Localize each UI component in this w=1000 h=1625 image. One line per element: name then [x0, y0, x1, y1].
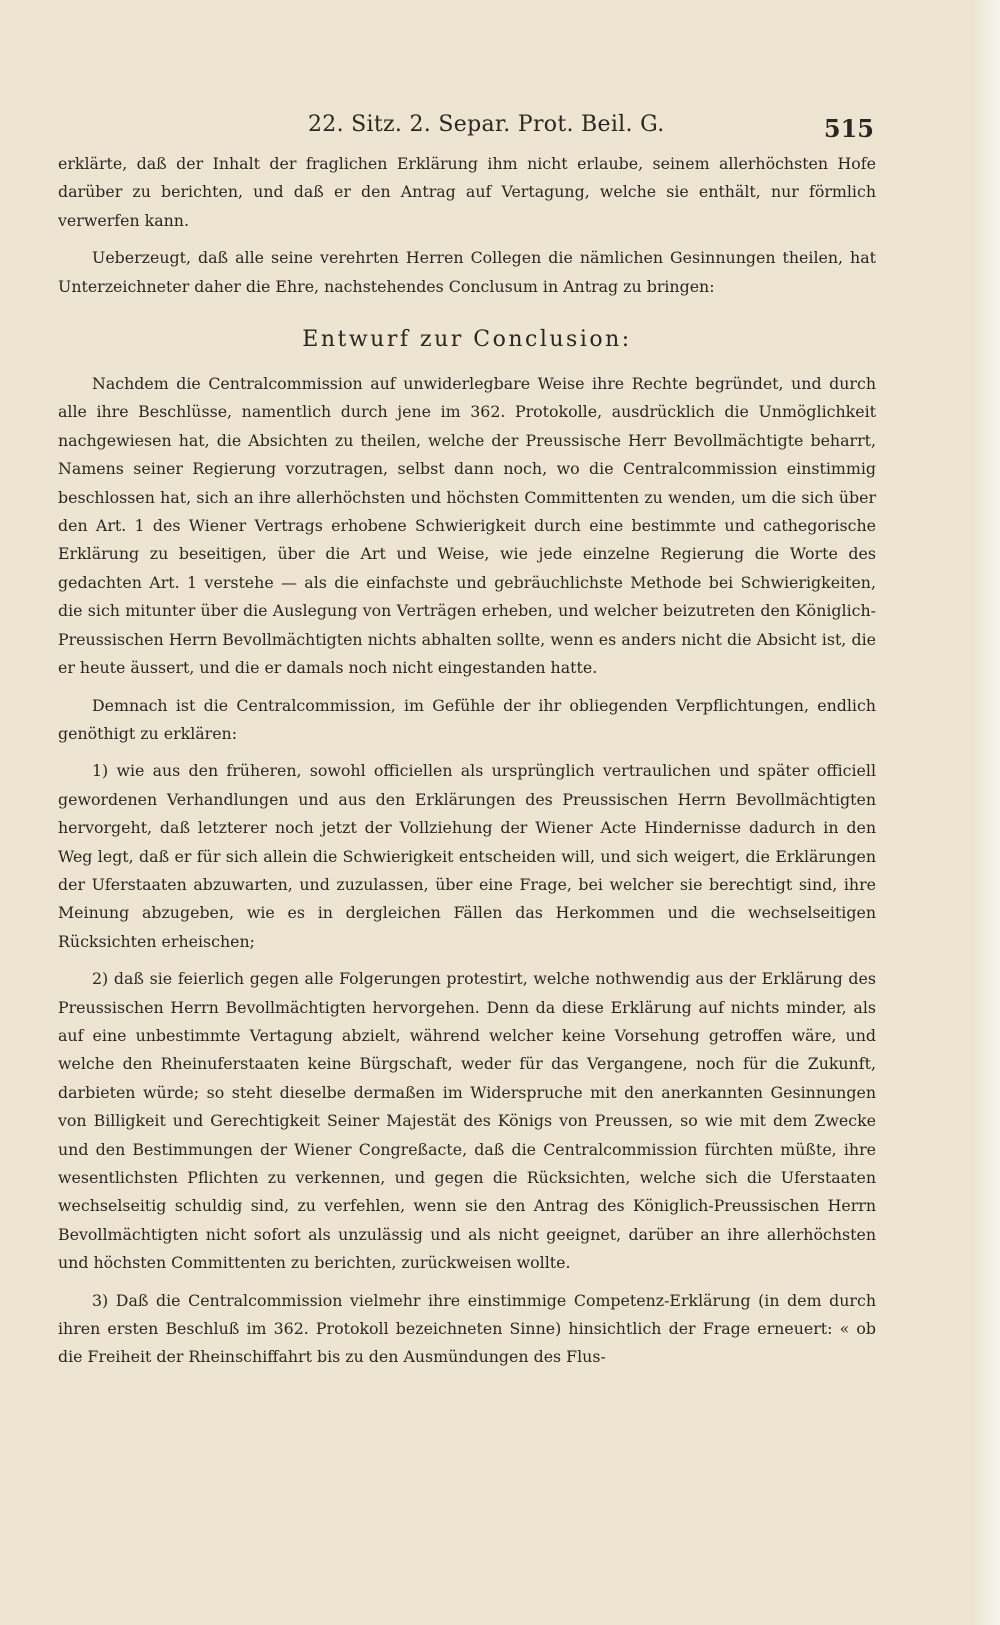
- scan-edge: [972, 0, 1000, 1625]
- paragraph-point-1: 1) wie aus den früheren, sowohl officiellen als ursprünglich vertraulichen und später officiell gewordenen Verhandlungen und aus den Erklärungen des Preussischen Herrn Bevollmächtigten hervorgeht, daß letzterer noch jetzt der Vollziehung der Wiener Acte Hindernisse dadurch in den Weg legt, daß er für sich allein die Schwierigkeit entscheiden will, und sich weigert, die Erklärungen der Uferstaaten abzuwarten, und zuzulassen, über eine Frage, bei welcher sie berechtigt sind, ihre Meinung abzugeben, wie es in dergleichen Fällen das Herkommen und die wechselseitigen Rücksichten erheischen;: [58, 761, 876, 951]
- page-number: 515: [823, 114, 874, 143]
- running-head: 22. Sitz. 2. Separ. Prot. Beil. G.: [308, 112, 665, 137]
- paragraph-nachdem: Nachdem die Centralcommission auf unwiderlegbare Weise ihre Rechte begründet, und durch alle ihre Beschlüsse, namentlich durch jene im 362. Protokolle, ausdrücklich die Unmöglichkeit nachgewiesen hat, die Absichten zu theilen, welche der Preussische Herr Bevollmächtigte beharrt, Namens seiner Regierung vorzutragen, selbst dann noch, wo die Centralcommission einstimmig beschlossen hat, sich an ihre allerhöchsten und höchsten Committenten zu wenden, um die sich über den Art. 1 des Wiener Vertrags erhobene Schwierigkeit durch eine bestimmte und cathegorische Erklärung zu beseitigen, über die Art und Weise, wie jede einzelne Regierung die Worte des gedachten Art. 1 verstehe — als die einfachste und gebräuchlichste Methode bei Schwierigkeiten, die sich mitunter über die Auslegung von Verträgen erheben, und welcher beizutreten den Königlich-Preussischen Herrn Bevollmächtigten nichts abhalten sollte, wenn es anders nicht die Absicht ist, die er heute äussert, und die er damals noch nicht eingestanden hatte.: [58, 374, 876, 678]
- paragraph-continuation: erklärte, daß der Inhalt der fraglichen Erklärung ihm nicht erlaube, seinem allerhöchsten Hofe darüber zu berichten, und daß er den Antrag auf Vertagung, welche sie enthält, nur förmlich verwerfen kann.: [58, 154, 876, 230]
- paragraph-conviction: Ueberzeugt, daß alle seine verehrten Herren Collegen die nämlichen Gesinnungen theilen, hat Unterzeichneter daher die Ehre, nachstehendes Conclusum in Antrag zu bringen:: [58, 248, 876, 296]
- paragraph-point-3: 3) Daß die Centralcommission vielmehr ihre einstimmige Competenz-Erklärung (in dem durch ihren ersten Beschluß im 362. Protokoll bezeichneten Sinne) hinsichtlich der Frage erneuert: « ob die Freiheit der Rheinschiffahrt bis zu den Ausmündungen des Flus-: [58, 1290, 876, 1367]
- page-header: [58, 112, 876, 146]
- page-content: [58, 112, 876, 1381]
- section-heading: Entwurf zur Conclusion:: [302, 327, 632, 353]
- paragraph-demnach: Demnach ist die Centralcommission, im Gefühle der ihr obliegenden Verpflichtungen, endlich genöthigt zu erklären:: [58, 695, 876, 743]
- paragraph-point-2: 2) daß sie feierlich gegen alle Folgerungen protestirt, welche nothwendig aus der Erklärung des Preussischen Herrn Bevollmächtigten hervorgehen. Denn da diese Erklärung auf nichts minder, als auf eine unbestimmte Vertagung abzielt, während welcher keine Vorsehung getroffen wäre, und welche den Rheinuferstaaten keine Bürgschaft, weder für das Vergangene, noch für die Zukunft, darbieten würde; so steht dieselbe dermaßen im Widerspruche mit den anerkannten Gesinnungen von Billigkeit und Gerechtigkeit Seiner Majestät des Königs von Preussen, so wie mit dem Zwecke und den Bestimmungen der Wiener Congreßacte, daß die Centralcommission fürchten müßte, ihre wesentlichsten Pflichten zu verkennen, und gegen die Rücksichten, welche sich die Uferstaaten wechselseitig schuldig sind, zu verfehlen, wenn sie den Antrag des Königlich-Preussischen Herrn Bevollmächtigten nicht sofort als unzulässig und als nicht geeignet, darüber an ihre allerhöchsten und höchsten Committenten zu berichten, zurückweisen wollte.: [58, 969, 876, 1273]
